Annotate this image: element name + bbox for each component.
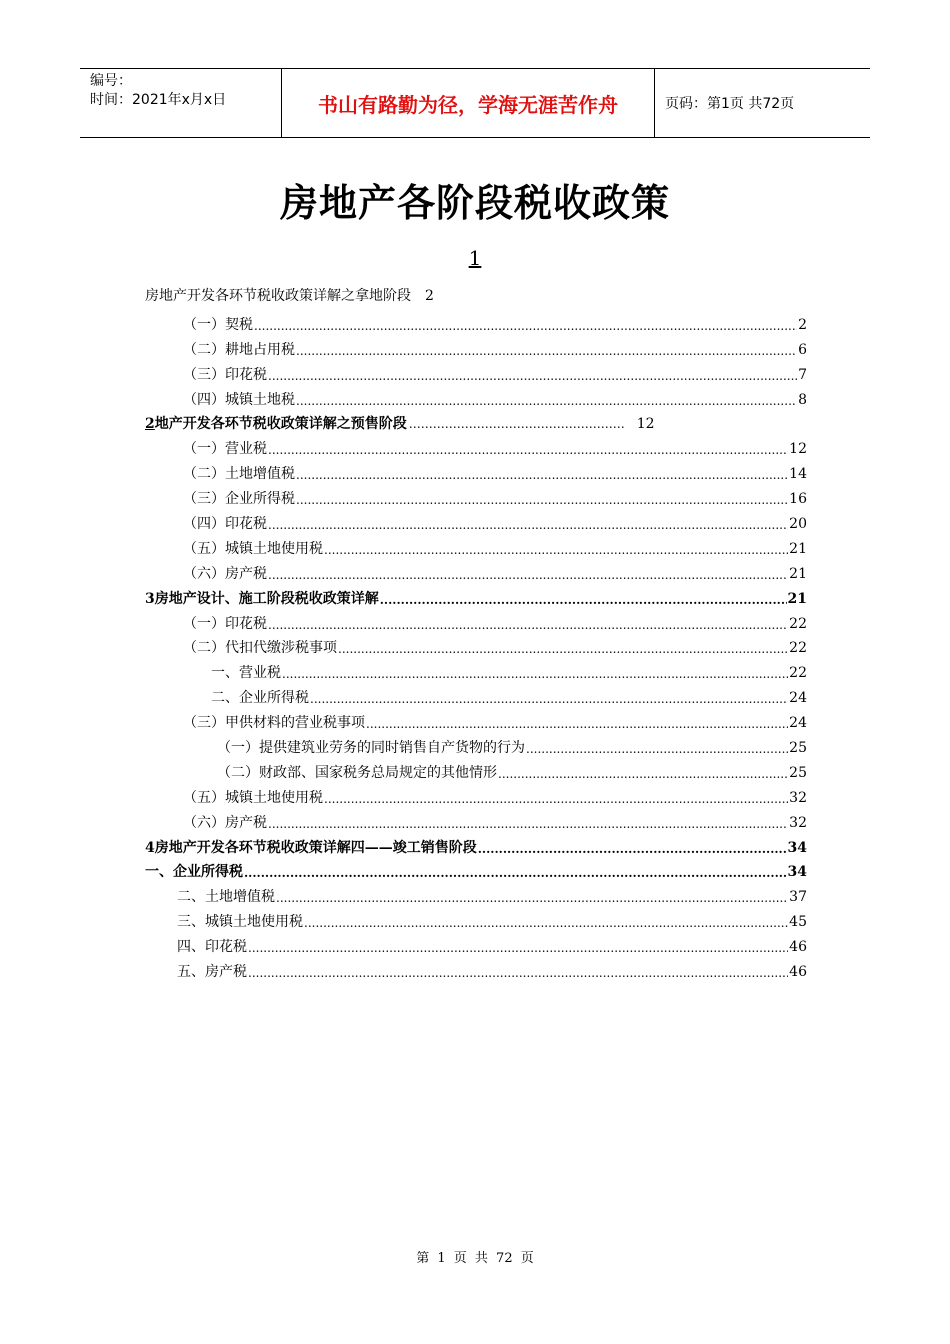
toc-entry-label: （四）城镇土地税: [183, 391, 295, 408]
toc-leader: [304, 914, 788, 932]
toc-entry-page: 34: [787, 864, 807, 881]
toc-entry-first[interactable]: [145, 285, 434, 305]
toc-entry-label: （三）企业所得税: [183, 491, 295, 508]
toc-leader: [268, 441, 788, 459]
toc-entry[interactable]: [145, 658, 807, 683]
toc-leader: [268, 566, 788, 584]
toc-entry-page: 25: [789, 740, 807, 757]
toc-entry-label: （五）城镇土地使用税: [183, 540, 323, 557]
toc-entry-label: 二、企业所得税: [211, 690, 309, 707]
toc-entry-page: 45: [789, 914, 807, 931]
toc-entry-label: （六）房产税: [183, 565, 267, 582]
toc-leader: [380, 591, 787, 609]
toc-entry-page: 21: [789, 565, 807, 582]
toc-entry-label: （一）印花税: [183, 615, 267, 632]
toc-entry-page: 34: [787, 839, 807, 856]
toc-entry-label: 房地产开发各环节税收政策详解之拿地阶段: [145, 288, 411, 304]
toc-entry[interactable]: [145, 708, 807, 733]
toc-entry-label: 一、企业所得税: [145, 864, 243, 881]
toc-entry-label: 三、城镇土地使用税: [177, 914, 303, 931]
toc-leader: [296, 342, 797, 360]
toc-entry[interactable]: [145, 385, 807, 410]
header-motto: 书山有路勤为径，学海无涯苦作舟: [282, 69, 655, 137]
toc-entry-page: 32: [789, 789, 807, 806]
toc-entry[interactable]: [145, 559, 807, 584]
toc-entry[interactable]: [145, 858, 807, 883]
toc-leader: [268, 616, 788, 634]
toc-leader: [248, 964, 788, 982]
toc-entry-page: 22: [789, 615, 807, 632]
toc-leader: [498, 765, 788, 783]
toc-leader: [324, 790, 788, 808]
toc-leader: [296, 466, 788, 484]
toc-entry-label: （二）财政部、国家税务总局规定的其他情形: [217, 764, 497, 781]
toc-entry-label: （四）印花税: [183, 516, 267, 533]
toc-entry[interactable]: [145, 609, 807, 634]
header-number: 编号：: [90, 73, 132, 89]
toc-entry-label: （一）契税: [183, 316, 253, 333]
toc-entry-label: （六）房产税: [183, 814, 267, 831]
toc-entry-page: 2: [798, 316, 807, 333]
toc-entry[interactable]: [145, 634, 807, 659]
toc-entry[interactable]: [145, 335, 807, 360]
toc-leader: ………………………………………………: [408, 417, 625, 432]
toc-entry[interactable]: [145, 509, 807, 534]
toc-entry-label: 四、印花税: [177, 939, 247, 956]
toc-entry-page: 7: [798, 366, 807, 383]
toc-leader: [244, 864, 787, 882]
toc-entry-prefix: 2: [145, 416, 155, 433]
toc-leader: [526, 740, 788, 758]
toc-entry-label: 五、房产税: [177, 964, 247, 981]
toc-entry-label: （一）提供建筑业劳务的同时销售自产货物的行为: [217, 740, 525, 757]
toc-entry-page: 21: [787, 590, 807, 607]
toc-entry-page: 2: [425, 288, 434, 304]
toc-entry[interactable]: [145, 434, 807, 459]
toc-leader: [268, 815, 788, 833]
toc-entry-label: 3房地产设计、施工阶段税收政策详解: [145, 590, 379, 607]
toc-entry-page: 25: [789, 764, 807, 781]
document-title: 房地产各阶段税收政策: [279, 181, 670, 225]
toc-entry-label: （二）土地增值税: [183, 466, 295, 483]
header-time: 时间：2021年x月x日: [90, 92, 227, 108]
toc-leader: [296, 491, 788, 509]
toc-entry[interactable]: [145, 882, 807, 907]
toc-entry-label: 一、营业税: [211, 665, 281, 682]
toc-entry-page: 32: [789, 814, 807, 831]
page-header: [80, 68, 870, 138]
toc-entry-page: 22: [789, 640, 807, 657]
toc-leader: [254, 317, 797, 335]
toc-leader: [282, 665, 788, 683]
toc-entry[interactable]: [145, 534, 807, 559]
toc-entry-label: （三）甲供材料的营业税事项: [183, 715, 365, 732]
toc-leader: [324, 541, 788, 559]
toc-entry-label: （三）印花税: [183, 366, 267, 383]
toc-entry-label: 地产开发各环节税收政策详解之预售阶段: [154, 416, 407, 433]
toc-leader: [248, 939, 788, 957]
toc-leader: [338, 640, 788, 658]
toc-entry[interactable]: [145, 683, 807, 708]
toc-entry-section-2[interactable]: [145, 410, 807, 435]
page-footer: 第 1 页 共 72 页: [416, 1251, 534, 1266]
toc-entry-page: 46: [789, 964, 807, 981]
toc-entry-page: 21: [789, 540, 807, 557]
toc-entry[interactable]: [145, 907, 807, 932]
toc-entry-section-4[interactable]: [145, 833, 807, 858]
toc-entry-page: 24: [789, 715, 807, 732]
toc-entry-label: 4房地产开发各环节税收政策详解四——竣工销售阶段: [145, 839, 477, 856]
toc-entry-page: 24: [789, 690, 807, 707]
toc-number-link[interactable]: 1: [468, 246, 482, 270]
toc-entry-page: 8: [798, 391, 807, 408]
toc-entry-page: 6: [798, 341, 807, 358]
toc-entry-label: （二）耕地占用税: [183, 341, 295, 358]
toc-entry-label: （五）城镇土地使用税: [183, 789, 323, 806]
toc-entry[interactable]: [145, 808, 807, 833]
toc-entry-page: 12: [636, 416, 655, 433]
toc-entry[interactable]: [145, 459, 807, 484]
toc-entry-label: 二、土地增值税: [177, 889, 275, 906]
toc-entry-page: 46: [789, 939, 807, 956]
header-meta: [80, 69, 282, 137]
toc-leader: [268, 516, 788, 534]
toc-entry[interactable]: [145, 957, 807, 982]
header-page-info: 页码：第1页 共72页: [665, 96, 795, 112]
toc-leader: [276, 889, 788, 907]
toc-leader: [310, 690, 788, 708]
toc-entry[interactable]: [145, 360, 807, 385]
toc-entry-label: （一）营业税: [183, 441, 267, 458]
toc-entry[interactable]: [145, 932, 807, 957]
toc-leader: [478, 840, 787, 858]
toc-leader: [268, 367, 797, 385]
toc-entry-page: 22: [789, 665, 807, 682]
toc-entry-page: 16: [789, 491, 807, 508]
toc-entry[interactable]: [145, 733, 807, 758]
table-of-contents: [145, 310, 807, 982]
toc-entry-page: 12: [789, 441, 807, 458]
toc-entry-label: （二）代扣代缴涉税事项: [183, 640, 337, 657]
toc-entry[interactable]: [145, 783, 807, 808]
toc-entry-page: 20: [789, 516, 807, 533]
toc-leader: [296, 392, 797, 410]
toc-entry-page: 14: [789, 466, 807, 483]
toc-entry-section-3[interactable]: [145, 584, 807, 609]
toc-entry[interactable]: [145, 310, 807, 335]
toc-entry-page: 37: [789, 889, 807, 906]
toc-leader: [366, 715, 788, 733]
toc-entry[interactable]: [145, 484, 807, 509]
toc-entry[interactable]: [145, 758, 807, 783]
